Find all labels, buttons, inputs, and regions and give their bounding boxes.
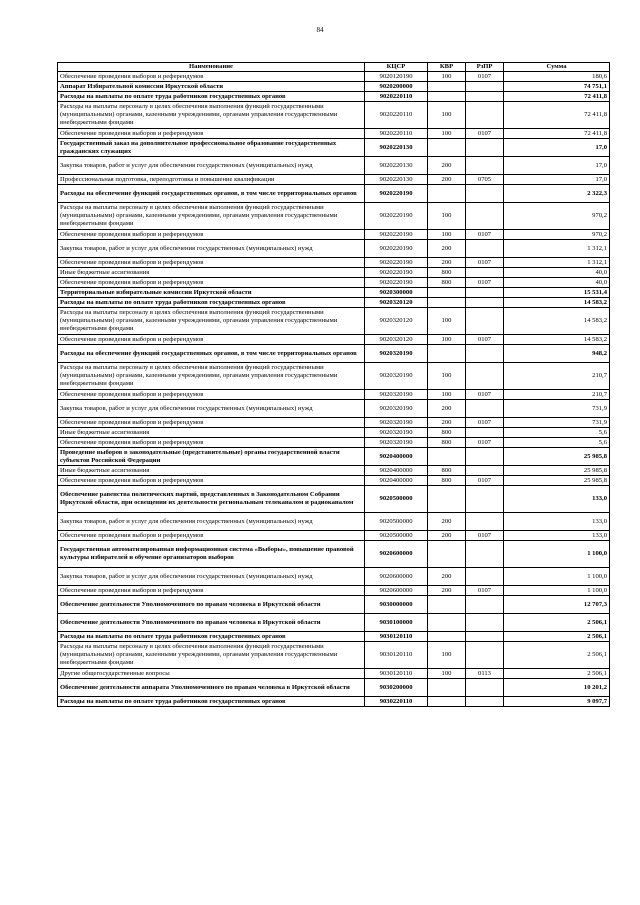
cell-name: Иные бюджетные ассигнования xyxy=(58,268,365,278)
page-number: 84 xyxy=(316,26,324,34)
cell-rzpr xyxy=(466,203,504,230)
cell-kcsr: 9020200000 xyxy=(365,82,428,92)
cell-name: Государственная автоматизированная информационная система «Выборы», повышение правовой культуры избирателей и обучение организаторов выборов xyxy=(58,541,365,568)
cell-rzpr xyxy=(466,486,504,513)
cell-kvr: 800 xyxy=(428,268,466,278)
cell-rzpr: 0107 xyxy=(466,335,504,345)
table-row xyxy=(58,568,610,586)
table-row xyxy=(58,486,610,513)
table-row xyxy=(58,400,610,418)
cell-name: Обеспечение проведения выборов и референдумов xyxy=(58,476,365,486)
cell-kcsr: 9020500000 xyxy=(365,513,428,531)
cell-kcsr: 9020220190 xyxy=(365,240,428,258)
cell-kvr: 800 xyxy=(428,476,466,486)
cell-sum: 731,9 xyxy=(504,400,610,418)
cell-rzpr xyxy=(466,697,504,707)
cell-kvr: 200 xyxy=(428,531,466,541)
cell-name: Расходы на обеспечение функций государственных органов, в том числе территориальных органов xyxy=(58,185,365,203)
cell-name: Расходы на выплаты по оплате труда работников государственных органов xyxy=(58,92,365,102)
cell-name: Обеспечение проведения выборов и референдумов xyxy=(58,531,365,541)
table-row xyxy=(58,418,610,428)
cell-kcsr: 9030200000 xyxy=(365,679,428,697)
cell-name: Обеспечение деятельности аппарата Уполномоченного по правам человека в Иркутской области xyxy=(58,679,365,697)
cell-rzpr xyxy=(466,541,504,568)
cell-sum: 14 583,2 xyxy=(504,298,610,308)
cell-kcsr: 9020500000 xyxy=(365,531,428,541)
cell-sum: 5,6 xyxy=(504,428,610,438)
table-row xyxy=(58,438,610,448)
cell-sum: 15 531,4 xyxy=(504,288,610,298)
table-row xyxy=(58,102,610,129)
table-row xyxy=(58,586,610,596)
cell-kvr xyxy=(428,486,466,513)
cell-kcsr: 9020600000 xyxy=(365,541,428,568)
cell-sum: 72 411,8 xyxy=(504,102,610,129)
cell-sum: 25 985,8 xyxy=(504,448,610,466)
cell-name: Закупка товаров, работ и услуг для обеспечения государственных (муниципальных) нужд xyxy=(58,240,365,258)
cell-rzpr xyxy=(466,268,504,278)
cell-sum: 1 312,1 xyxy=(504,240,610,258)
cell-kvr: 200 xyxy=(428,258,466,268)
cell-name: Иные бюджетные ассигнования xyxy=(58,466,365,476)
cell-kcsr: 9020220190 xyxy=(365,203,428,230)
table-row xyxy=(58,476,610,486)
table-row xyxy=(58,258,610,268)
cell-rzpr xyxy=(466,240,504,258)
table-row xyxy=(58,669,610,679)
cell-rzpr xyxy=(466,92,504,102)
cell-rzpr xyxy=(466,288,504,298)
cell-rzpr: 0107 xyxy=(466,390,504,400)
cell-name: Аппарат Избирательной комиссии Иркутской области xyxy=(58,82,365,92)
cell-name: Расходы на выплаты персоналу в целях обеспечения выполнения функций государственными (муниципальными) органами, казенными учреждениями, органами управления государственными внебюджетными фондами xyxy=(58,203,365,230)
cell-name: Закупка товаров, работ и услуг для обеспечения государственных (муниципальных) нужд xyxy=(58,568,365,586)
cell-kcsr: 9020220190 xyxy=(365,278,428,288)
table-row xyxy=(58,308,610,335)
table-row xyxy=(58,175,610,185)
cell-kcsr: 9020500000 xyxy=(365,486,428,513)
cell-kcsr: 9020320190 xyxy=(365,390,428,400)
cell-name: Профессиональная подготовка, переподготовка и повышение квалификации xyxy=(58,175,365,185)
cell-name: Обеспечение деятельности Уполномоченного по правам человека в Иркутской области xyxy=(58,614,365,632)
cell-rzpr xyxy=(466,632,504,642)
table-row xyxy=(58,268,610,278)
cell-sum: 2 506,1 xyxy=(504,614,610,632)
cell-rzpr xyxy=(466,345,504,363)
cell-rzpr xyxy=(466,157,504,175)
cell-kcsr: 9020300000 xyxy=(365,288,428,298)
cell-name: Иные бюджетные ассигнования xyxy=(58,428,365,438)
cell-kcsr: 9030120110 xyxy=(365,642,428,669)
cell-sum: 2 506,1 xyxy=(504,669,610,679)
table-row xyxy=(58,82,610,92)
cell-sum: 40,0 xyxy=(504,268,610,278)
cell-rzpr: 0107 xyxy=(466,418,504,428)
cell-kcsr: 9020220190 xyxy=(365,230,428,240)
cell-rzpr: 0107 xyxy=(466,476,504,486)
table-row xyxy=(58,129,610,139)
cell-sum: 25 985,8 xyxy=(504,466,610,476)
cell-sum: 14 583,2 xyxy=(504,308,610,335)
cell-rzpr: 0107 xyxy=(466,258,504,268)
cell-kcsr: 9020220110 xyxy=(365,92,428,102)
cell-kvr xyxy=(428,345,466,363)
cell-kvr: 100 xyxy=(428,203,466,230)
cell-rzpr: 0107 xyxy=(466,278,504,288)
cell-name: Закупка товаров, работ и услуг для обеспечения государственных (муниципальных) нужд xyxy=(58,157,365,175)
cell-sum: 2 506,1 xyxy=(504,632,610,642)
cell-kcsr: 9020220130 xyxy=(365,157,428,175)
header-name: Наименование xyxy=(58,63,365,72)
cell-kvr: 800 xyxy=(428,428,466,438)
cell-kcsr: 9020320120 xyxy=(365,308,428,335)
table-row xyxy=(58,139,610,157)
cell-name: Обеспечение проведения выборов и референдумов xyxy=(58,390,365,400)
cell-kcsr: 9020220130 xyxy=(365,139,428,157)
cell-sum: 133,0 xyxy=(504,531,610,541)
cell-sum: 12 707,3 xyxy=(504,596,610,614)
cell-name: Обеспечение проведения выборов и референдумов xyxy=(58,230,365,240)
cell-name: Расходы на выплаты персоналу в целях обеспечения выполнения функций государственными (муниципальными) органами, казенными учреждениями, органами управления государственными внебюджетными фондами xyxy=(58,308,365,335)
cell-kvr: 100 xyxy=(428,129,466,139)
cell-rzpr xyxy=(466,139,504,157)
cell-name: Расходы на обеспечение функций государственных органов, в том числе территориальных органов xyxy=(58,345,365,363)
cell-rzpr xyxy=(466,428,504,438)
cell-rzpr xyxy=(466,614,504,632)
cell-kvr xyxy=(428,679,466,697)
cell-kcsr: 9030100000 xyxy=(365,614,428,632)
cell-kvr xyxy=(428,139,466,157)
cell-name: Другие общегосударственные вопросы xyxy=(58,669,365,679)
cell-sum: 133,0 xyxy=(504,486,610,513)
cell-name: Закупка товаров, работ и услуг для обеспечения государственных (муниципальных) нужд xyxy=(58,400,365,418)
cell-kvr: 200 xyxy=(428,418,466,428)
cell-kvr xyxy=(428,185,466,203)
cell-kcsr: 9020320190 xyxy=(365,418,428,428)
header-kvr: КВР xyxy=(428,63,466,72)
cell-kcsr: 9020400000 xyxy=(365,476,428,486)
cell-kcsr: 9020320120 xyxy=(365,298,428,308)
cell-sum: 17,0 xyxy=(504,175,610,185)
cell-name: Расходы на выплаты по оплате труда работников государственных органов xyxy=(58,298,365,308)
cell-kvr: 200 xyxy=(428,568,466,586)
cell-kvr xyxy=(428,632,466,642)
cell-name: Обеспечение деятельности Уполномоченного по правам человека в Иркутской области xyxy=(58,596,365,614)
cell-rzpr: 0107 xyxy=(466,72,504,82)
cell-rzpr xyxy=(466,513,504,531)
table-row xyxy=(58,614,610,632)
header-rzpr: РзПР xyxy=(466,63,504,72)
table-row xyxy=(58,335,610,345)
cell-name: Обеспечение проведения выборов и референдумов xyxy=(58,278,365,288)
cell-kcsr: 9020320190 xyxy=(365,438,428,448)
cell-kcsr: 9020400000 xyxy=(365,466,428,476)
table-row xyxy=(58,448,610,466)
cell-rzpr xyxy=(466,102,504,129)
table-row xyxy=(58,363,610,390)
cell-sum: 17,0 xyxy=(504,139,610,157)
cell-rzpr: 0107 xyxy=(466,586,504,596)
cell-kvr: 100 xyxy=(428,230,466,240)
cell-kcsr: 9030220110 xyxy=(365,697,428,707)
cell-sum: 948,2 xyxy=(504,345,610,363)
cell-kvr: 100 xyxy=(428,308,466,335)
cell-name: Расходы на выплаты персоналу в целях обеспечения выполнения функций государственными (муниципальными) органами, казенными учреждениями, органами управления государственными внебюджетными фондами xyxy=(58,102,365,129)
table-row xyxy=(58,92,610,102)
cell-rzpr xyxy=(466,466,504,476)
cell-rzpr xyxy=(466,308,504,335)
table-row xyxy=(58,203,610,230)
cell-rzpr xyxy=(466,363,504,390)
cell-name: Обеспечение проведения выборов и референдумов xyxy=(58,258,365,268)
cell-kcsr: 9030120110 xyxy=(365,632,428,642)
cell-sum: 970,2 xyxy=(504,230,610,240)
budget-table xyxy=(57,62,610,707)
cell-rzpr: 0113 xyxy=(466,669,504,679)
header-sum: Сумма xyxy=(504,63,610,72)
cell-kvr xyxy=(428,82,466,92)
cell-sum: 72 411,8 xyxy=(504,129,610,139)
cell-sum: 25 985,8 xyxy=(504,476,610,486)
cell-kcsr: 9020320190 xyxy=(365,428,428,438)
cell-kvr: 200 xyxy=(428,586,466,596)
cell-kvr: 200 xyxy=(428,240,466,258)
cell-kcsr: 9020400000 xyxy=(365,448,428,466)
table-row xyxy=(58,697,610,707)
cell-kvr xyxy=(428,541,466,568)
cell-rzpr xyxy=(466,568,504,586)
cell-name: Обеспечение проведения выборов и референдумов xyxy=(58,418,365,428)
cell-sum: 5,6 xyxy=(504,438,610,448)
table-header-row xyxy=(58,63,610,72)
cell-kcsr: 9030120110 xyxy=(365,669,428,679)
cell-kvr xyxy=(428,614,466,632)
cell-rzpr xyxy=(466,298,504,308)
cell-kcsr: 9020320190 xyxy=(365,363,428,390)
cell-kvr: 100 xyxy=(428,102,466,129)
cell-name: Обеспечение проведения выборов и референдумов xyxy=(58,335,365,345)
table-row xyxy=(58,278,610,288)
table-row xyxy=(58,642,610,669)
cell-kvr: 100 xyxy=(428,390,466,400)
cell-kcsr: 9020600000 xyxy=(365,568,428,586)
cell-sum: 970,2 xyxy=(504,203,610,230)
cell-name: Расходы на выплаты по оплате труда работников государственных органов xyxy=(58,697,365,707)
table-row xyxy=(58,298,610,308)
cell-name: Проведение выборов в законодательные (представительные) органы государственной власти субъектов Российской Федерации xyxy=(58,448,365,466)
cell-name: Обеспечение равенства политических партий, представленных в Законодательном Собрании Иркутской области, при освещении их деятельности региональным телеканалом и радиоканалом xyxy=(58,486,365,513)
cell-sum: 731,9 xyxy=(504,418,610,428)
cell-sum: 180,6 xyxy=(504,72,610,82)
cell-kvr: 200 xyxy=(428,157,466,175)
cell-name: Расходы на выплаты персоналу в целях обеспечения выполнения функций государственными (муниципальными) органами, казенными учреждениями, органами управления государственными внебюджетными фондами xyxy=(58,363,365,390)
cell-name: Обеспечение проведения выборов и референдумов xyxy=(58,586,365,596)
cell-kvr: 100 xyxy=(428,669,466,679)
cell-kvr: 200 xyxy=(428,175,466,185)
table-row xyxy=(58,230,610,240)
cell-kvr: 800 xyxy=(428,466,466,476)
cell-rzpr: 0705 xyxy=(466,175,504,185)
cell-kcsr: 9030000000 xyxy=(365,596,428,614)
cell-rzpr: 0107 xyxy=(466,438,504,448)
table-row xyxy=(58,531,610,541)
cell-kvr: 100 xyxy=(428,72,466,82)
table-row xyxy=(58,345,610,363)
cell-sum: 72 411,8 xyxy=(504,92,610,102)
cell-rzpr xyxy=(466,448,504,466)
table-row xyxy=(58,72,610,82)
cell-sum: 14 583,2 xyxy=(504,335,610,345)
cell-sum: 10 201,2 xyxy=(504,679,610,697)
cell-sum: 74 751,1 xyxy=(504,82,610,92)
cell-kcsr: 9020320190 xyxy=(365,345,428,363)
cell-kvr xyxy=(428,298,466,308)
cell-name: Обеспечение проведения выборов и референдумов xyxy=(58,129,365,139)
cell-name: Расходы на выплаты по оплате труда работников государственных органов xyxy=(58,632,365,642)
table-row xyxy=(58,632,610,642)
cell-rzpr: 0107 xyxy=(466,230,504,240)
cell-kvr: 200 xyxy=(428,513,466,531)
table-row xyxy=(58,428,610,438)
table-row xyxy=(58,240,610,258)
table-row xyxy=(58,157,610,175)
cell-sum: 1 100,0 xyxy=(504,568,610,586)
cell-rzpr xyxy=(466,400,504,418)
cell-kvr: 100 xyxy=(428,335,466,345)
cell-rzpr xyxy=(466,679,504,697)
header-kcsr: КЦСР xyxy=(365,63,428,72)
cell-sum: 210,7 xyxy=(504,363,610,390)
cell-rzpr: 0107 xyxy=(466,531,504,541)
cell-sum: 2 322,3 xyxy=(504,185,610,203)
cell-kvr: 800 xyxy=(428,438,466,448)
cell-kcsr: 9020320190 xyxy=(365,400,428,418)
cell-sum: 1 100,0 xyxy=(504,541,610,568)
cell-sum: 9 097,7 xyxy=(504,697,610,707)
cell-sum: 17,0 xyxy=(504,157,610,175)
cell-kvr: 800 xyxy=(428,278,466,288)
cell-name: Обеспечение проведения выборов и референдумов xyxy=(58,438,365,448)
cell-sum: 1 312,1 xyxy=(504,258,610,268)
cell-sum: 133,0 xyxy=(504,513,610,531)
table-row xyxy=(58,185,610,203)
cell-kvr xyxy=(428,92,466,102)
cell-sum: 2 506,1 xyxy=(504,642,610,669)
cell-sum: 1 100,0 xyxy=(504,586,610,596)
cell-kvr xyxy=(428,596,466,614)
cell-kcsr: 9020220190 xyxy=(365,268,428,278)
cell-kcsr: 9020220110 xyxy=(365,102,428,129)
cell-kcsr: 9020220130 xyxy=(365,175,428,185)
cell-kvr xyxy=(428,448,466,466)
cell-kcsr: 9020600000 xyxy=(365,586,428,596)
table-row xyxy=(58,513,610,531)
cell-name: Закупка товаров, работ и услуг для обеспечения государственных (муниципальных) нужд xyxy=(58,513,365,531)
cell-name: Расходы на выплаты персоналу в целях обеспечения выполнения функций государственными (муниципальными) органами, казенными учреждениями, органами управления государственными внебюджетными фондами xyxy=(58,642,365,669)
cell-kcsr: 9020220190 xyxy=(365,258,428,268)
table-row xyxy=(58,390,610,400)
cell-name: Территориальные избирательные комиссии Иркутской области xyxy=(58,288,365,298)
cell-rzpr xyxy=(466,642,504,669)
table-row xyxy=(58,288,610,298)
cell-sum: 210,7 xyxy=(504,390,610,400)
cell-rzpr xyxy=(466,596,504,614)
cell-kcsr: 9020220110 xyxy=(365,129,428,139)
cell-kvr: 200 xyxy=(428,400,466,418)
cell-kcsr: 9020220190 xyxy=(365,185,428,203)
cell-kvr: 100 xyxy=(428,642,466,669)
cell-kvr xyxy=(428,697,466,707)
table-body xyxy=(58,72,610,707)
cell-rzpr xyxy=(466,82,504,92)
cell-kcsr: 9020320120 xyxy=(365,335,428,345)
table-row xyxy=(58,679,610,697)
cell-kvr xyxy=(428,288,466,298)
cell-kcsr: 9020120190 xyxy=(365,72,428,82)
cell-rzpr xyxy=(466,185,504,203)
cell-name: Обеспечение проведения выборов и референдумов xyxy=(58,72,365,82)
cell-rzpr: 0107 xyxy=(466,129,504,139)
cell-kvr: 100 xyxy=(428,363,466,390)
cell-sum: 40,0 xyxy=(504,278,610,288)
table-row xyxy=(58,541,610,568)
table-row xyxy=(58,596,610,614)
cell-name: Государственный заказ на дополнительное профессиональное образование государственных гражданских служащих xyxy=(58,139,365,157)
table-row xyxy=(58,466,610,476)
